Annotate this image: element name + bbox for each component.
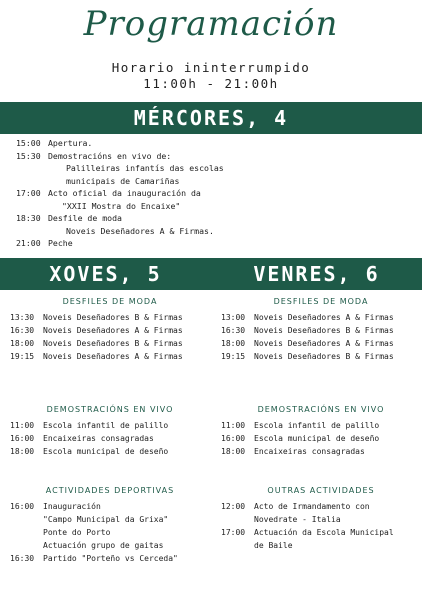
event-time: 16:00 bbox=[10, 434, 35, 443]
schedule-row bbox=[221, 539, 421, 552]
event-description: Apertura. bbox=[48, 138, 93, 148]
event-time bbox=[221, 539, 254, 552]
event-time: 18:00 bbox=[221, 447, 246, 456]
schedule-row bbox=[10, 324, 210, 337]
event-description: "XXII Mostra do Encaixe" bbox=[62, 200, 181, 211]
schedule-row bbox=[16, 137, 224, 150]
schedule-row bbox=[10, 526, 210, 539]
event-description: Actuación grupo de gaitas bbox=[43, 541, 164, 550]
event-description: Actuación da Escola Municipal bbox=[254, 528, 394, 537]
event-description: Encaixeiras consagradas bbox=[43, 434, 154, 443]
schedule-section bbox=[10, 297, 210, 363]
event-description: Partido "Porteño vs Cerceda" bbox=[43, 554, 178, 563]
schedule-row bbox=[10, 337, 210, 350]
schedule-section bbox=[221, 297, 421, 363]
schedule-row bbox=[16, 150, 224, 163]
schedule-row bbox=[10, 419, 210, 432]
event-description: de Baile bbox=[254, 541, 293, 550]
event-description: Demostracións en vivo de: bbox=[48, 150, 172, 161]
event-time: 19:15 bbox=[10, 352, 35, 361]
schedule-row bbox=[10, 445, 210, 458]
event-time: 19:15 bbox=[221, 352, 246, 361]
schedule-row bbox=[221, 500, 421, 513]
schedule-row bbox=[16, 225, 224, 238]
event-description: Escola infantil de palillo bbox=[254, 421, 380, 430]
event-time bbox=[16, 200, 48, 213]
section-heading: OUTRAS ACTIVIDADES bbox=[267, 486, 375, 495]
event-time: 16:30 bbox=[10, 326, 35, 335]
event-description: Peche bbox=[48, 238, 73, 248]
event-time: 15:30 bbox=[16, 150, 41, 161]
schedule-row bbox=[221, 337, 421, 350]
event-time: 18:00 bbox=[10, 447, 35, 456]
event-time: 17:00 bbox=[221, 528, 246, 537]
schedule-row bbox=[221, 324, 421, 337]
event-description: Ponte do Porto bbox=[43, 528, 111, 537]
event-time: 16:30 bbox=[10, 554, 35, 563]
event-description: Noveis Deseñadores B & Firmas bbox=[254, 352, 394, 361]
schedule-row bbox=[16, 237, 224, 250]
schedule-row bbox=[221, 419, 421, 432]
event-time bbox=[16, 162, 48, 175]
event-description: municipais de Camariñas bbox=[66, 175, 180, 186]
schedule-row bbox=[221, 432, 421, 445]
day-heading-xoves: XOVES, 5 bbox=[49, 262, 162, 286]
event-description: Escola infantil de palillo bbox=[43, 421, 169, 430]
event-description: Noveis Deseñadores A & Firmas. bbox=[66, 225, 214, 236]
schedule-row bbox=[221, 513, 421, 526]
schedule-row bbox=[10, 539, 210, 552]
event-description: Novedrate - Italia bbox=[254, 515, 341, 524]
event-description: Encaixeiras consagradas bbox=[254, 447, 365, 456]
day-banner-xoves-venres bbox=[0, 258, 422, 290]
schedule-row bbox=[221, 526, 421, 539]
event-description: Inauguración bbox=[43, 502, 101, 511]
schedule-row bbox=[16, 162, 224, 175]
schedule-row bbox=[10, 350, 210, 363]
mercores-schedule bbox=[16, 137, 224, 250]
event-description: Palilleiras infantís das escolas bbox=[66, 163, 224, 173]
page-title: Programación bbox=[83, 4, 339, 44]
event-time: 16:30 bbox=[221, 326, 246, 335]
day-heading-venres: VENRES, 6 bbox=[253, 262, 380, 286]
event-description: Noveis Deseñadores B & Firmas bbox=[43, 313, 183, 322]
event-time: 18:00 bbox=[10, 339, 35, 348]
event-time: 15:00 bbox=[16, 138, 41, 148]
schedule-row bbox=[221, 350, 421, 363]
event-description: Acto oficial da inauguración da bbox=[48, 188, 201, 198]
event-description: "Campo Municipal da Grixa" bbox=[43, 515, 169, 524]
event-time bbox=[10, 539, 43, 552]
schedule-row bbox=[10, 513, 210, 526]
day-banner-mercores bbox=[0, 102, 422, 134]
event-description: Noveis Deseñadores B & Firmas bbox=[43, 339, 183, 348]
event-time: 11:00 bbox=[221, 421, 246, 430]
event-description: Desfile de moda bbox=[48, 213, 122, 223]
event-description: Noveis Deseñadores A & Firmas bbox=[43, 326, 183, 335]
event-time: 18:30 bbox=[16, 213, 41, 223]
event-description: Escola municipal de deseño bbox=[43, 447, 169, 456]
event-time: 12:00 bbox=[221, 502, 246, 511]
schedule-row bbox=[221, 445, 421, 458]
event-description: Noveis Deseñadores A & Firmas bbox=[254, 313, 394, 322]
event-time bbox=[10, 526, 43, 539]
schedule-row bbox=[10, 311, 210, 324]
schedule-row bbox=[10, 432, 210, 445]
event-time: 16:00 bbox=[221, 434, 246, 443]
schedule-row bbox=[10, 500, 210, 513]
schedule-hours-range: 11:00h - 21:00h bbox=[143, 76, 279, 91]
section-heading: ACTIVIDADES DEPORTIVAS bbox=[45, 486, 175, 495]
schedule-section bbox=[10, 486, 210, 565]
section-heading: DEMOSTRACIÓNS EN VIVO bbox=[46, 405, 174, 414]
event-time: 16:00 bbox=[10, 502, 35, 511]
event-time: 21:00 bbox=[16, 238, 41, 248]
event-time bbox=[10, 513, 43, 526]
event-time bbox=[221, 513, 254, 526]
schedule-row bbox=[16, 187, 224, 200]
schedule-section bbox=[221, 486, 421, 552]
schedule-row bbox=[16, 175, 224, 188]
schedule-row bbox=[16, 212, 224, 225]
event-time: 11:00 bbox=[10, 421, 35, 430]
schedule-row bbox=[221, 311, 421, 324]
event-description: Escola municipal de deseño bbox=[254, 434, 380, 443]
schedule-row bbox=[16, 200, 224, 213]
day-heading: MÉRCORES, 4 bbox=[133, 106, 289, 130]
event-time: 17:00 bbox=[16, 188, 41, 198]
event-time bbox=[16, 225, 48, 238]
schedule-hours-label: Horario ininterrumpido bbox=[111, 60, 311, 75]
event-time: 13:30 bbox=[10, 313, 35, 322]
event-description: Acto de Irmandamento con bbox=[254, 502, 370, 511]
schedule-row bbox=[10, 552, 210, 565]
event-description: Noveis Deseñadores A & Firmas bbox=[254, 339, 394, 348]
section-heading: DESFILES DE MODA bbox=[62, 297, 158, 306]
event-time: 18:00 bbox=[221, 339, 246, 348]
section-heading: DESFILES DE MODA bbox=[273, 297, 369, 306]
section-heading: DEMOSTRACIÓNS EN VIVO bbox=[257, 405, 385, 414]
event-time bbox=[16, 175, 48, 188]
schedule-section bbox=[221, 405, 421, 458]
event-description: Noveis Deseñadores B & Firmas bbox=[254, 326, 394, 335]
schedule-section bbox=[10, 405, 210, 458]
event-time: 13:00 bbox=[221, 313, 246, 322]
event-description: Noveis Deseñadores A & Firmas bbox=[43, 352, 183, 361]
